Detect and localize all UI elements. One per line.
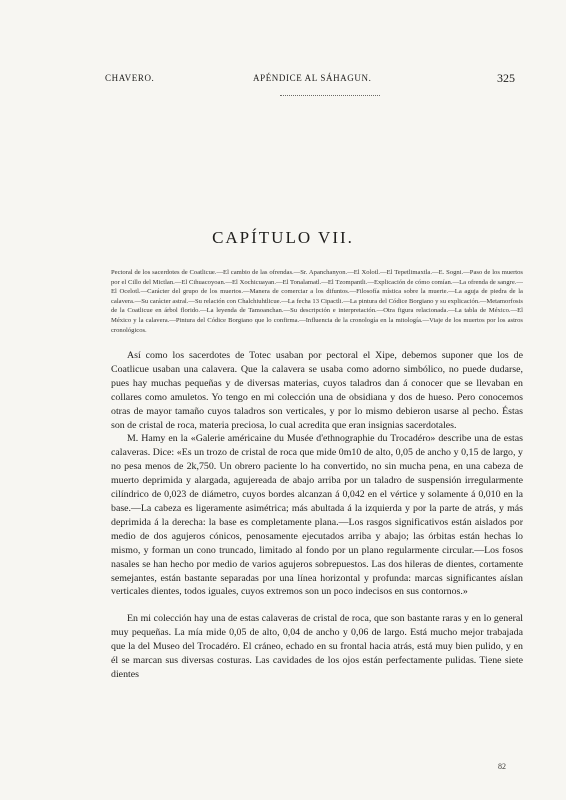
chapter-title: CAPÍTULO VII. [212, 228, 354, 247]
paragraph: M. Hamy en la «Galerie américaine du Musée d'ethnographie du Trocadéro» describe una de estas calaveras. Dice: «Es un trozo de cristal de roca que mide 0m10 de alto, 0,05 de ancho y 0,15 de largo, y no pesa menos de 2k,750. Un obrero paciente lo ha convertido, no sin mucha pena, en una cabeza de muerto deprimida y alargada, agujereada de abajo arriba por un taladro de suspensión irregularmente cilíndrico de 0,023 de diámetro, cuyos bordes alcanzan á 0,042 en el vértice y solamente á 0,010 en la base.—La cabeza es ligeramente asimétrica; más abultada á la izquierda y por la parte de atrás, y más deprimida á la derecha: la base es completamente plana.—Los rasgos significativos están aislados por medio de dos agujeros cónicos, penosamente ejecutados arriba y abajo; las órbitas están hechas lo mismo, y forman un cono truncado, limitado al fondo por un plano regularmente circular.—Los fosos nasales se han hecho por medio de varios agujeros sobrepuestos. Las dos hileras de dientes, cortamente semejantes, están bastante separadas por una línea horizontal y profunda: marcas significantes aíslan verticales dientes, todos iguales, cuyos extremos son un poco indecisos en sus contornos.» [111, 433, 523, 598]
running-head [105, 73, 515, 87]
body-text [111, 349, 523, 682]
paragraph: Así como los sacerdotes de Totec usaban por pectoral el Xipe, debemos suponer que los de Coatlicue usaban una calavera. Que la calavera se usaba como adorno simbólico, no puede dudarse, pues hay muchas pequeñas y de diversas materias, cuyos taladros dan á conocer que se llevaban en collares como amuletos. Yo tengo en mi colección una de obsidiana y dos de hueso. Pero conocemos otras de mayor tamaño cuyos taladros son verticales, y por lo mismo debieron usarse al pecho. Éstas son de cristal de roca, materia preciosa, lo cual acredita que eran insignias sacerdotales. [111, 350, 523, 431]
page-number: 325 [497, 71, 515, 85]
paragraph: En mi colección hay una de estas calaveras de cristal de roca, que son bastante raras y en lo general muy pequeñas. La mía mide 0,05 de alto, 0,04 de ancho y 0,06 de largo. Está mucho mejor trabajada que la del Museo del Trocadéro. El cráneo, echado en su frontal hacia atrás, está muy bien pulido, y en él se marcan sus diversas costuras. Las cavidades de los ojos están perfectamente pulidas. Tiene siete dientes [111, 613, 523, 680]
running-head-author: CHAVERO. [105, 73, 155, 83]
chapter-summary: Pectoral de los sacerdotes de Coatlicue.—El cambio de las ofrendas.—Sr. Apanchanyon.—El Xolotl.—El Tepetlimaxtla.—E. Sogni.—Paso de los muertos por el Cillo del Mictlan.—El Cihuacoyoan.—El Xochicuayan.—El Tonalamatl.—El Tzompantli.—Explicación de cómo comían.—La ofrenda de sangre.—El Ocelotl.—Carácter del grupo de los muertos.—Manera de comerciar a los difuntos.—Filosofía mística sobre la muerte.—La aguja de piedra de la calavera.—Su carácter astral.—Su relación con Chalchiuhtlicue.—La fecha 13 Cipactli.—La pintura del Códice Borgiano y su explicación.—Metamorfosis de la Coatlicue en árbol florido.—La leyenda de Tamoanchan.—Su descripción e interpretación.—Otra figura relacionada.—La tabla de México.—El México y la calavera.—Pintura del Códice Borgiano que lo confirma.—Influencia de la cronología en la mitología.—Viaje de los muertos por los astros cronológicos. [111, 269, 523, 334]
running-head-title: APÉNDICE AL SÁHAGUN. [253, 73, 372, 83]
signature-mark: 82 [498, 762, 506, 771]
header-divider [280, 95, 380, 96]
